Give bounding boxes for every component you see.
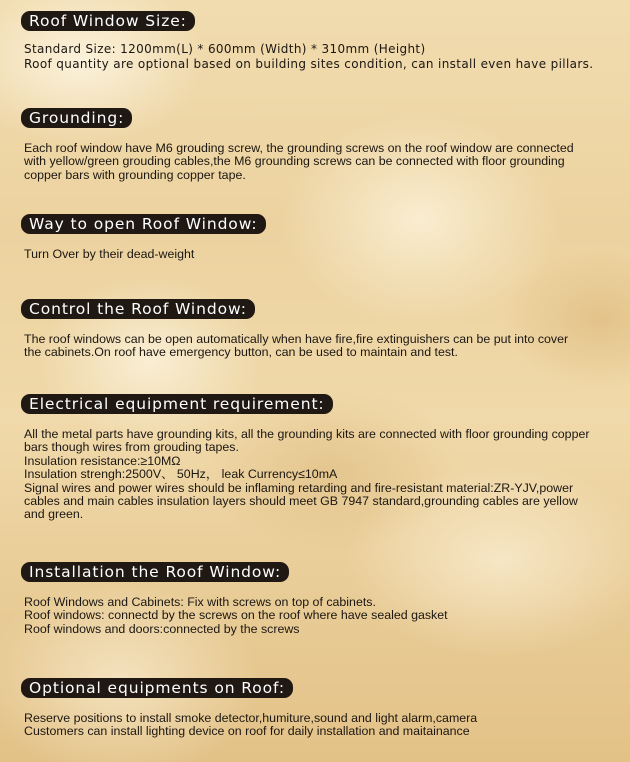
section-body	[24, 712, 624, 739]
body-line: Turn Over by their dead-weight	[24, 247, 195, 261]
body-line: Insulation strengh:2500V、 50Hz， leak Currency≤10mA	[24, 467, 338, 482]
section-heading: Grounding:	[21, 108, 132, 128]
section-heading: Control the Roof Window:	[21, 299, 255, 319]
section-heading: Way to open Roof Window:	[21, 214, 266, 234]
body-line: the cabinets.On roof have emergency button, can be used to maintain and test.	[24, 345, 458, 360]
body-line: Each roof window have M6 grouding screw, the grounding screws on the roof window are connected	[24, 141, 574, 155]
body-line: Standard Size: 1200mm(L) * 600mm (Width) * 310mm (Height)	[24, 42, 426, 56]
body-line: Insulation resistance:≥10MΩ	[24, 453, 181, 468]
section-heading: Roof Window Size:	[21, 11, 195, 31]
section-body	[24, 248, 624, 261]
body-line: Roof quantity are optional based on building sites condition, can install even have pillars.	[24, 56, 594, 71]
body-line: copper bars with grounding copper tape.	[24, 167, 246, 182]
body-line: and green.	[24, 507, 84, 522]
body-line: The roof windows can be open automatically when have fire,fire extinguishers can be put into cover	[24, 332, 569, 346]
body-line: Roof windows and doors:connected by the screws	[24, 621, 300, 636]
section-body	[24, 596, 624, 636]
section-body	[24, 142, 624, 182]
body-line: Reserve positions to install smoke detector,humiture,sound and light alarm,camera	[24, 711, 478, 725]
section-heading: Electrical equipment requirement:	[21, 394, 333, 414]
section-body	[24, 428, 624, 522]
body-line: Signal wires and power wires should be inflaming retarding and fire-resistant material:ZR-YJV,power	[24, 480, 574, 495]
section-body	[24, 42, 624, 71]
section-body	[24, 333, 624, 360]
section-heading: Optional equipments on Roof:	[21, 678, 293, 698]
body-line: Customers can install lighting device on roof for daily installation and maitainance	[24, 724, 470, 739]
body-line: cables and main cables insulation layers should meet GB 7947 standard,grounding cables are yellow	[24, 494, 578, 509]
body-line: Roof windows: connectd by the screws on the roof where have sealed gasket	[24, 608, 448, 623]
body-line: bars though wires from grouding tapes.	[24, 440, 239, 455]
body-line: with yellow/green grouding cables,the M6 grounding screws can be connected with floor grounding	[24, 154, 565, 169]
section-heading: Installation the Roof Window:	[21, 562, 289, 582]
body-line: Roof Windows and Cabinets: Fix with screws on top of cabinets.	[24, 595, 376, 609]
body-line: All the metal parts have grounding kits, all the grounding kits are connected with floor grounding copper	[24, 427, 590, 441]
